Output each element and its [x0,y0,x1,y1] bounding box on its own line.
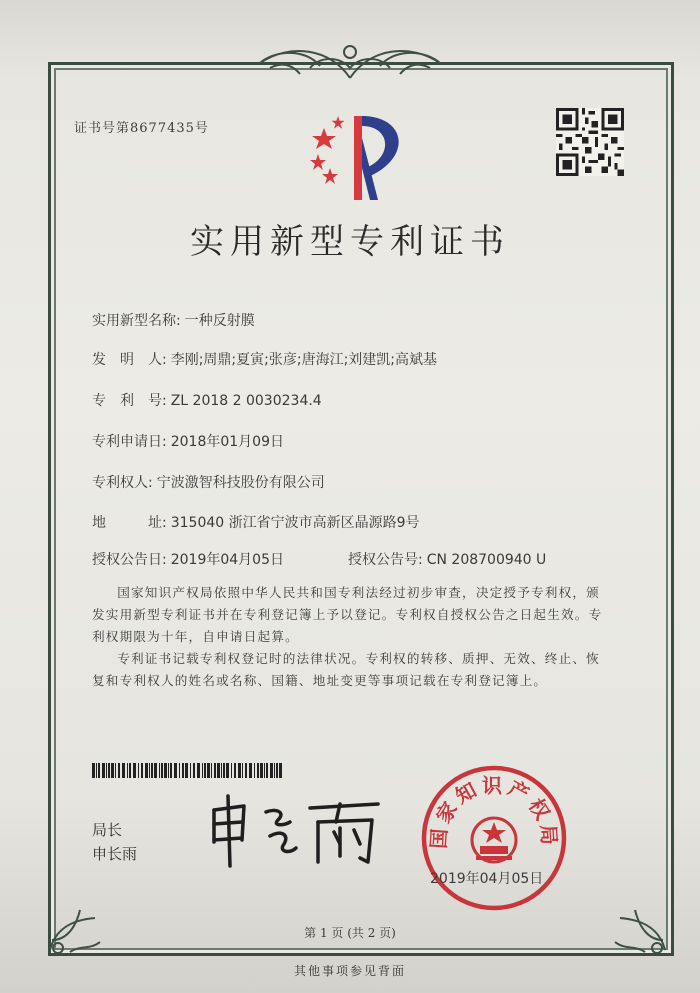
field-address [92,512,420,532]
field-value: 315040 浙江省宁波市高新区晶源路9号 [170,515,420,531]
field-label: 地 址: [92,515,167,531]
field-value: ZL 2018 2 0030234.4 [170,393,322,409]
paragraph-legal-status: 专利证书记载专利权登记时的法律状况。专利权的转移、质押、无效、终止、恢复和专利权人的姓名或名称、国籍、地址变更等事项记载在专利登记簿上。 [92,651,600,688]
field-value: 一种反射膜 [184,313,255,329]
field-value: 2019年04月05日 [170,552,284,568]
field-value: 李刚;周鼎;夏寅;张彦;唐海江;刘建凯;高斌基 [170,352,438,368]
certificate-number: 证书号第8677435号 [74,121,209,136]
official-seal-icon [418,762,570,914]
field-filing-date [92,431,284,451]
field-label: 授权公告号: [348,552,423,568]
seal-date: 2019年04月05日 [430,871,544,887]
field-value: 宁波激智科技股份有限公司 [156,475,325,491]
signature-icon [200,790,390,870]
back-note: 其他事项参见背面 [293,964,406,978]
barcode-icon [92,763,282,778]
field-inventors [92,349,437,369]
director-title: 局长 [92,821,123,839]
field-label: 授权公告日: [92,552,167,568]
field-label: 实用新型名称: [92,313,181,329]
field-label: 专利权人: [92,475,153,491]
paragraph-grant-statement: 国家知识产权局依照中华人民共和国专利法经过初步审查，决定授予专利权，颁发实用新型专利证书并在专利登记簿上予以登记。专利权自授权公告之日起生效。专利权期限为十年，自申请日起算。 [92,585,603,644]
field-patentee [92,472,325,492]
field-value: 2018年01月09日 [170,434,284,450]
field-label: 专利申请日: [92,434,167,450]
field-value: CN 208700940 U [426,552,547,568]
page-title: 实用新型专利证书 [190,222,510,262]
field-patent-number [92,390,322,410]
field-grant-number [348,549,546,569]
svg-text:国家知识产权局: 国家知识产权局 [426,773,562,850]
field-utility-model-name [92,310,255,330]
field-grant-date [92,549,284,569]
director-block [92,818,137,866]
director-name: 申长雨 [92,845,138,863]
page-indicator: 第 1 页 (共 2 页) [304,926,396,940]
field-label: 发 明 人: [92,352,167,368]
field-label: 专 利 号: [92,393,167,409]
cnipa-logo-icon [306,108,416,208]
qr-code-icon [556,108,624,176]
top-ornament-icon [250,38,450,80]
